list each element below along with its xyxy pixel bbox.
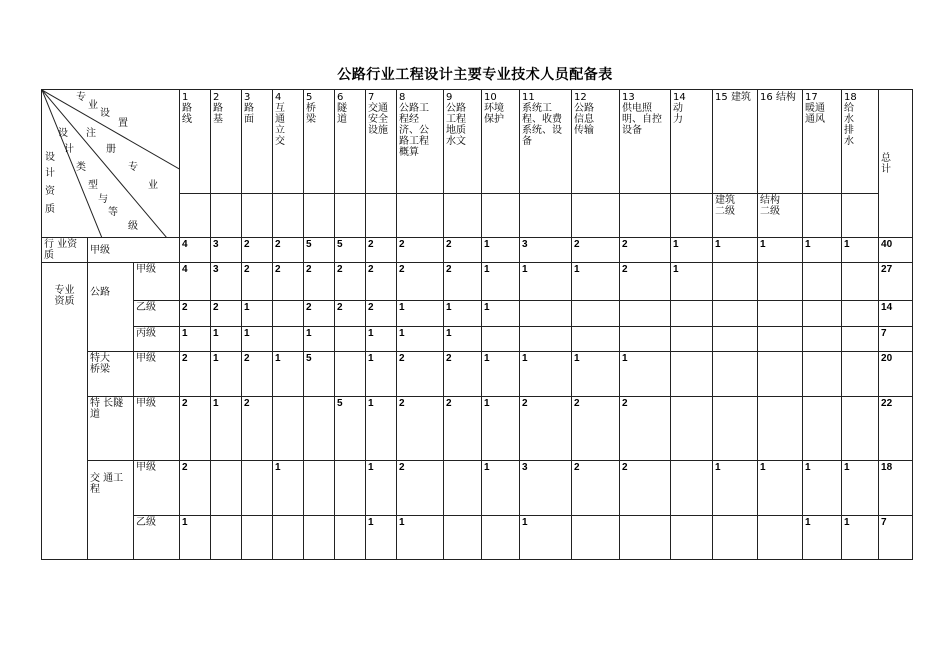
value-cell: 1 [444,327,482,352]
value-cell: 2 [397,397,444,461]
value-cell: 1 [397,301,444,327]
corner-label-char: 册 [106,144,116,155]
value-cell [273,301,304,327]
column-header: 9 公路工程地质水文 [444,90,482,194]
value-cell: 2 [397,352,444,397]
column-header: 16 结构 [758,90,803,194]
value-cell: 2 [273,263,304,301]
total-cell: 20 [879,352,913,397]
value-cell [842,301,879,327]
value-cell: 1 [572,352,620,397]
value-cell: 2 [620,461,671,516]
value-cell: 2 [180,461,211,516]
value-cell: 5 [304,238,335,263]
value-cell [842,327,879,352]
value-cell: 3 [520,238,572,263]
value-cell: 1 [180,327,211,352]
value-cell [572,516,620,560]
value-cell [758,301,803,327]
value-cell: 1 [211,397,242,461]
value-cell [713,516,758,560]
value-cell: 1 [758,238,803,263]
value-cell: 1 [482,352,520,397]
value-cell: 1 [572,263,620,301]
value-cell [620,301,671,327]
row-grade-label: 甲级 [134,263,180,301]
value-cell: 2 [620,263,671,301]
value-cell [758,327,803,352]
total-header: 总计 [879,90,913,238]
category-label: 交 通工程 [88,461,134,560]
value-cell [273,397,304,461]
column-header: 15 建筑 [713,90,758,194]
value-cell [803,301,842,327]
value-cell [713,263,758,301]
value-cell [444,461,482,516]
row-grade-label: 甲级 [134,461,180,516]
table-row [42,301,913,327]
value-cell [520,327,572,352]
value-cell: 2 [180,397,211,461]
value-cell [671,516,713,560]
value-cell: 2 [397,263,444,301]
value-cell: 4 [180,263,211,301]
value-cell: 1 [242,327,273,352]
value-cell [572,327,620,352]
table-row [42,238,913,263]
value-cell [273,516,304,560]
value-cell [842,263,879,301]
table-row [42,516,913,560]
value-cell [572,301,620,327]
value-cell: 1 [758,461,803,516]
value-cell: 2 [180,352,211,397]
value-cell: 1 [520,263,572,301]
table-row [42,263,913,301]
column-header: 4 互通立交 [273,90,304,194]
value-cell: 2 [397,238,444,263]
value-cell: 1 [620,352,671,397]
value-cell: 1 [713,461,758,516]
value-cell: 1 [397,516,444,560]
value-cell: 1 [842,461,879,516]
value-cell [758,397,803,461]
value-cell [273,327,304,352]
total-cell: 22 [879,397,913,461]
value-cell [242,516,273,560]
value-cell [713,327,758,352]
row-grade-label: 甲级 [134,397,180,461]
corner-label-char: 计 [45,168,55,179]
value-cell: 1 [273,352,304,397]
value-cell: 1 [180,516,211,560]
total-cell: 40 [879,238,913,263]
column-header: 3 路面 [242,90,273,194]
value-cell: 2 [572,461,620,516]
value-cell [335,352,366,397]
value-cell [304,516,335,560]
corner-label-char: 型 [88,180,98,191]
column-subheader: 建筑二级 [713,194,758,238]
value-cell [335,461,366,516]
value-cell: 5 [304,352,335,397]
corner-label-char: 业 [148,180,158,191]
value-cell [842,397,879,461]
value-cell [671,397,713,461]
value-cell: 1 [520,352,572,397]
column-header: 17 暖通通风 [803,90,842,194]
value-cell [671,301,713,327]
value-cell [671,461,713,516]
value-cell: 1 [366,516,397,560]
value-cell: 2 [620,238,671,263]
value-cell: 2 [444,238,482,263]
value-cell [335,327,366,352]
value-cell: 1 [366,352,397,397]
value-cell [211,461,242,516]
value-cell: 1 [803,516,842,560]
column-header: 6 隧道 [335,90,366,194]
value-cell [713,352,758,397]
category-label: 公路 [88,263,134,352]
total-cell: 7 [879,327,913,352]
value-cell: 2 [572,397,620,461]
value-cell: 2 [242,263,273,301]
value-cell: 1 [671,238,713,263]
table-row [42,397,913,461]
value-cell [803,263,842,301]
column-header: 5 桥梁 [304,90,335,194]
column-header: 11 系统工程、收费系统、设备 [520,90,572,194]
category-label: 特 长隧道 [88,397,134,461]
staffing-table [41,89,913,560]
value-cell [803,397,842,461]
category-label: 特大桥梁 [88,352,134,397]
value-cell: 2 [242,397,273,461]
value-cell: 2 [520,397,572,461]
value-cell: 2 [242,238,273,263]
value-cell: 1 [482,263,520,301]
value-cell: 2 [572,238,620,263]
value-cell: 4 [180,238,211,263]
value-cell [444,516,482,560]
table-row [42,461,913,516]
value-cell: 2 [273,238,304,263]
value-cell: 1 [520,516,572,560]
value-cell: 3 [520,461,572,516]
row-group-label: 行 业资质 [42,238,88,263]
corner-label-char: 质 [45,204,55,215]
value-cell: 1 [211,327,242,352]
value-cell [671,327,713,352]
value-cell: 1 [713,238,758,263]
value-cell: 1 [482,238,520,263]
value-cell [620,516,671,560]
value-cell: 2 [444,263,482,301]
value-cell [482,327,520,352]
column-header: 18 给水排水 [842,90,879,194]
value-cell: 1 [397,327,444,352]
total-cell: 18 [879,461,913,516]
value-cell [713,301,758,327]
value-cell: 2 [335,263,366,301]
value-cell [211,516,242,560]
value-cell: 3 [211,263,242,301]
corner-label-char: 设 [58,128,68,139]
value-cell: 2 [620,397,671,461]
row-grade-label: 甲级 [134,352,180,397]
value-cell [335,516,366,560]
value-cell: 3 [211,238,242,263]
total-cell: 27 [879,263,913,301]
table-row [42,327,913,352]
column-header: 10 环境保护 [482,90,520,194]
value-cell: 2 [397,461,444,516]
row-grade-label: 乙级 [134,301,180,327]
value-cell: 1 [482,301,520,327]
corner-label-char: 专 [76,92,86,103]
value-cell [520,301,572,327]
corner-label-char: 注 [86,128,96,139]
value-cell: 1 [211,352,242,397]
value-cell [803,327,842,352]
value-cell: 2 [335,301,366,327]
corner-label-char: 计 [64,144,74,155]
corner-label-char: 置 [118,118,128,129]
row-grade-label: 甲级 [88,238,180,263]
value-cell [671,352,713,397]
corner-label-char: 业 [88,100,98,111]
value-cell: 1 [366,327,397,352]
corner-label-char: 等 [108,207,118,218]
value-cell [803,352,842,397]
value-cell [713,397,758,461]
column-header: 1 路线 [180,90,211,194]
value-cell: 2 [211,301,242,327]
corner-label-char: 专 [128,162,138,173]
row-grade-label: 丙级 [134,327,180,352]
value-cell: 1 [842,516,879,560]
column-subheader: 结构二级 [758,194,803,238]
value-cell: 1 [273,461,304,516]
value-cell: 2 [304,301,335,327]
corner-label-char: 设 [100,108,110,119]
value-cell: 1 [671,263,713,301]
row-group-label: 专业资质 [42,263,88,560]
value-cell: 1 [444,301,482,327]
value-cell [242,461,273,516]
value-cell: 1 [482,461,520,516]
column-header: 2 路基 [211,90,242,194]
value-cell: 5 [335,238,366,263]
value-cell: 2 [242,352,273,397]
value-cell: 1 [366,461,397,516]
value-cell [304,397,335,461]
value-cell: 5 [335,397,366,461]
value-cell [842,352,879,397]
value-cell [758,263,803,301]
corner-label-char: 级 [128,221,138,232]
column-header: 14 动力 [671,90,713,194]
total-cell: 14 [879,301,913,327]
value-cell: 2 [366,301,397,327]
value-cell: 2 [444,352,482,397]
value-cell: 1 [304,327,335,352]
value-cell [620,327,671,352]
value-cell [758,352,803,397]
value-cell [482,516,520,560]
value-cell [304,461,335,516]
value-cell: 2 [304,263,335,301]
value-cell: 2 [366,238,397,263]
corner-diagonal-cell [42,90,180,238]
value-cell: 1 [366,397,397,461]
total-cell: 7 [879,516,913,560]
table-row [42,352,913,397]
page-title: 公路行业工程设计主要专业技术人员配备表 [337,67,613,83]
column-header: 13 供电照明、自控设备 [620,90,671,194]
value-cell: 1 [842,238,879,263]
column-header: 12 公路信息传输 [572,90,620,194]
value-cell: 1 [803,238,842,263]
column-header: 8 公路工程经济、公路工程概算 [397,90,444,194]
corner-label-char: 设 [45,152,55,163]
value-cell: 2 [366,263,397,301]
column-header: 7 交通安全设施 [366,90,397,194]
corner-label-char: 资 [45,186,55,197]
value-cell: 2 [444,397,482,461]
corner-label-char: 类 [76,162,86,173]
row-grade-label: 乙级 [134,516,180,560]
value-cell: 1 [482,397,520,461]
value-cell [758,516,803,560]
value-cell: 1 [242,301,273,327]
value-cell: 1 [803,461,842,516]
value-cell: 2 [180,301,211,327]
corner-label-char: 与 [98,194,108,205]
